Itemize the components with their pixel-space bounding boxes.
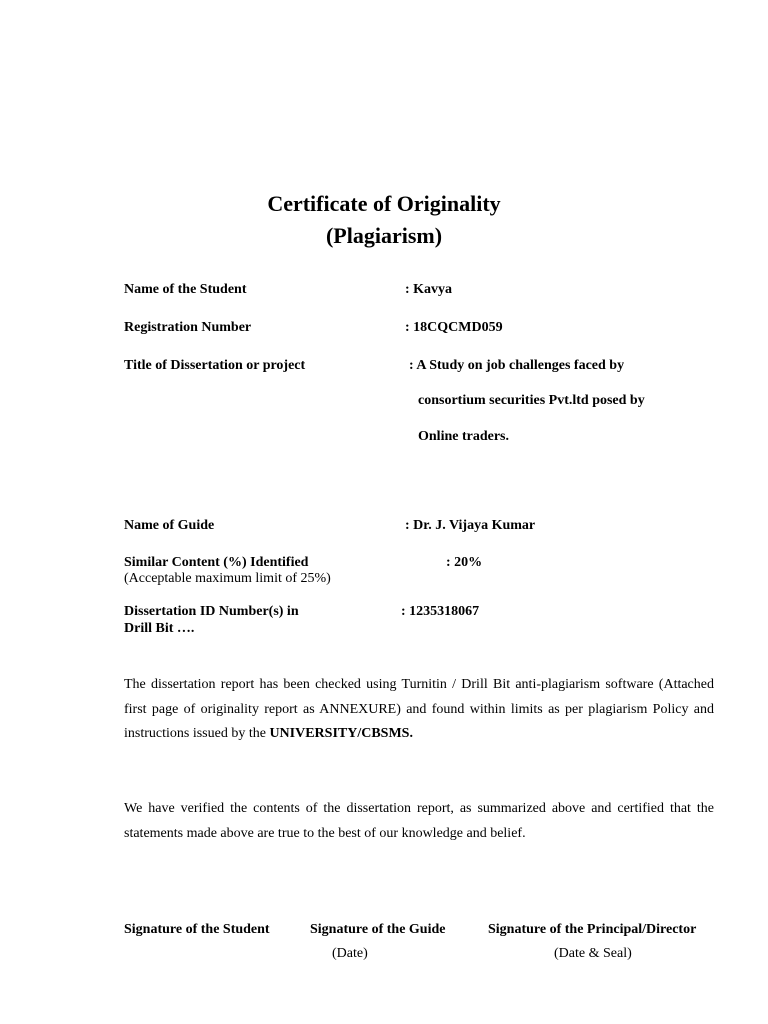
dissertation-id-value: : 1235318067 xyxy=(401,604,480,619)
student-name-label: Name of the Student xyxy=(124,282,247,297)
principal-signature-date-seal: (Date & Seal) xyxy=(554,946,632,961)
similar-content-sublabel: (Acceptable maximum limit of 25%) xyxy=(124,571,331,586)
dissertation-id-label-line2: Drill Bit …. xyxy=(124,621,195,636)
dissertation-id-label: Dissertation ID Number(s) in xyxy=(124,604,299,619)
dissertation-title-value-line3: Online traders. xyxy=(418,429,509,444)
similar-content-value: : 20% xyxy=(446,555,483,570)
document-title: Certificate of Originality xyxy=(267,191,501,216)
student-name-value: : Kavya xyxy=(405,282,453,297)
similar-content-label: Similar Content (%) Identified xyxy=(124,555,309,570)
plagiarism-check-text: The dissertation report has been checked using Turnitin / Drill Bit anti-plagiarism software (Attached first page of originality report as ANNEXURE) and found within limits as per plagiarism Policy and instructions issued by the xyxy=(124,677,714,741)
dissertation-title-value-line2: consortium securities Pvt.ltd posed by xyxy=(418,393,645,408)
verification-paragraph: We have verified the contents of the dissertation report, as summarized above and certified that the statements made above are true to the best of our knowledge and belief. xyxy=(124,801,714,841)
plagiarism-check-paragraph xyxy=(124,673,714,747)
guide-name-value: : Dr. J. Vijaya Kumar xyxy=(405,518,536,533)
guide-name-label: Name of Guide xyxy=(124,518,215,533)
university-name: UNIVERSITY/CBSMS. xyxy=(269,726,413,741)
registration-number-label: Registration Number xyxy=(124,320,252,335)
registration-number-value: : 18CQCMD059 xyxy=(405,320,503,335)
dissertation-title-label: Title of Dissertation or project xyxy=(124,358,306,373)
document-subtitle: (Plagiarism) xyxy=(325,223,443,248)
principal-signature-label: Signature of the Principal/Director xyxy=(488,922,697,937)
guide-signature-date: (Date) xyxy=(332,946,368,961)
dissertation-title-value-line1: : A Study on job challenges faced by xyxy=(409,358,625,373)
student-signature-label: Signature of the Student xyxy=(124,922,270,937)
guide-signature-label: Signature of the Guide xyxy=(310,922,446,937)
